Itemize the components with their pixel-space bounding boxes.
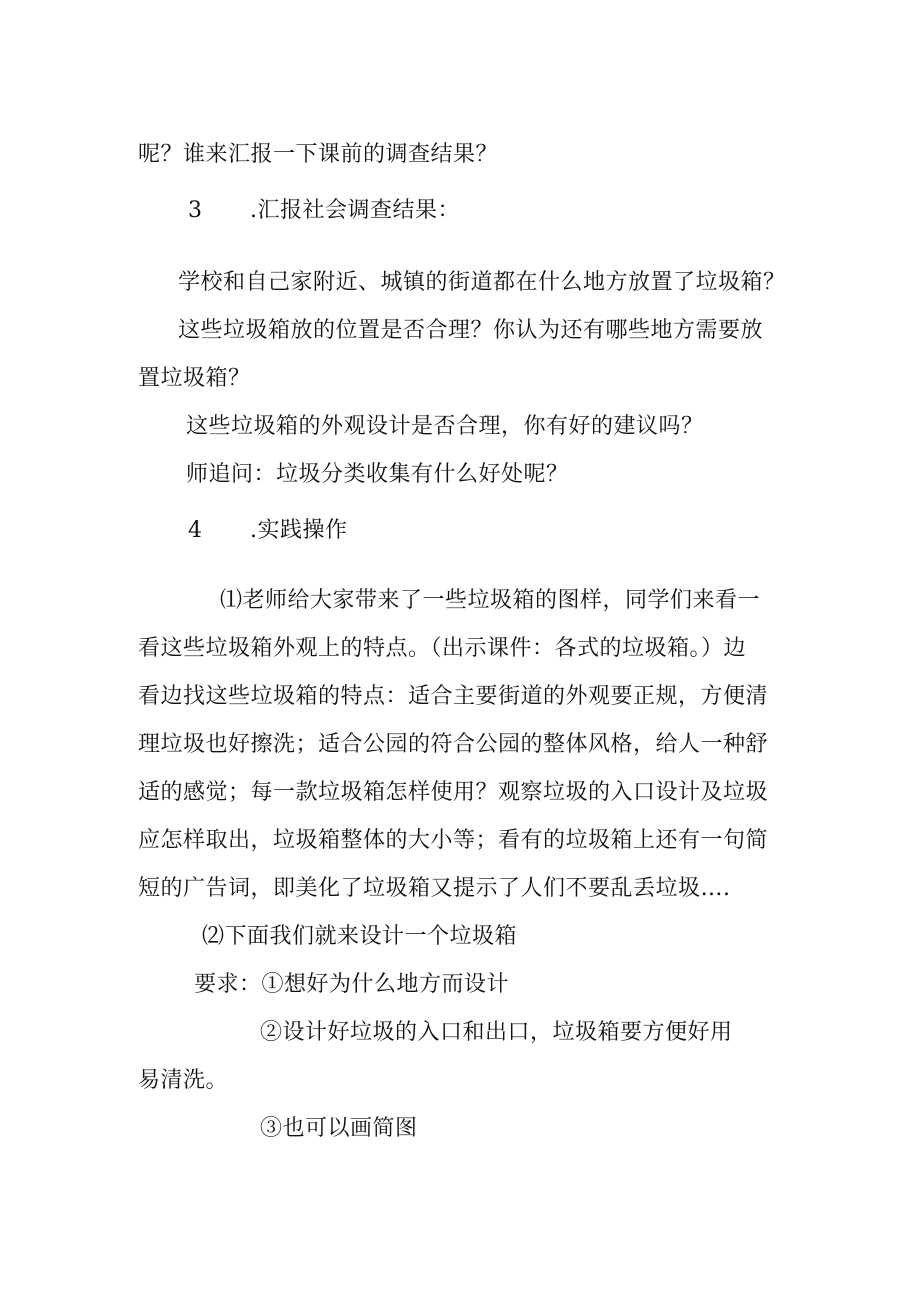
text-line: 短的广告词，即美化了垃圾箱又提示了人们不要乱丢垃圾…. [138,876,731,901]
section-heading [188,516,348,546]
text-line: 这些垃圾箱的外观设计是否合理，你有好的建议吗？ [186,414,704,439]
text-line: 呢？谁来汇报一下课前的调查结果？ [138,142,499,167]
text-line: 学校和自己家附近、城镇的街道都在什么地方放置了垃圾箱？ [178,270,786,295]
text-line: ②设计好垃圾的入口和出口，垃圾箱要方便好用 [260,1020,733,1045]
text-line: ③也可以画简图 [260,1116,418,1141]
text-line: 看这些垃圾箱外观上的特点。（出示课件：各式的垃圾箱。）边 [138,636,747,661]
text-line: 置垃圾箱？ [138,366,251,391]
section-title: .汇报社会调查结果： [250,198,460,223]
text-line: 这些垃圾箱放的位置是否合理？你认为还有哪些地方需要放 [178,318,764,343]
text-line: 易清洗。 [138,1068,229,1093]
text-line: ⑴老师给大家带来了一些垃圾箱的图样，同学们来看一 [220,588,761,613]
text-line: 要求：①想好为什么地方而设计 [194,972,510,997]
section-title: .实践操作 [250,518,348,543]
section-number: 3 [188,198,203,223]
text-line: ⑵下面我们就来设计一个垃圾箱 [202,924,518,949]
text-line: 理垃圾也好擦洗；适合公园的符合公园的整体风格，给人一种舒 [138,732,769,757]
section-heading [188,196,460,226]
text-line: 应怎样取出，垃圾箱整体的大小等；看有的垃圾箱上还有一句简 [138,828,769,853]
text-line: 适的感觉；每一款垃圾箱怎样使用？观察垃圾的入口设计及垃圾 [138,780,769,805]
section-number: 4 [188,518,203,543]
text-line: 师追问：垃圾分类收集有什么好处呢？ [186,462,569,487]
text-line: 看边找这些垃圾箱的特点：适合主要街道的外观要正规，方便清 [138,684,769,709]
